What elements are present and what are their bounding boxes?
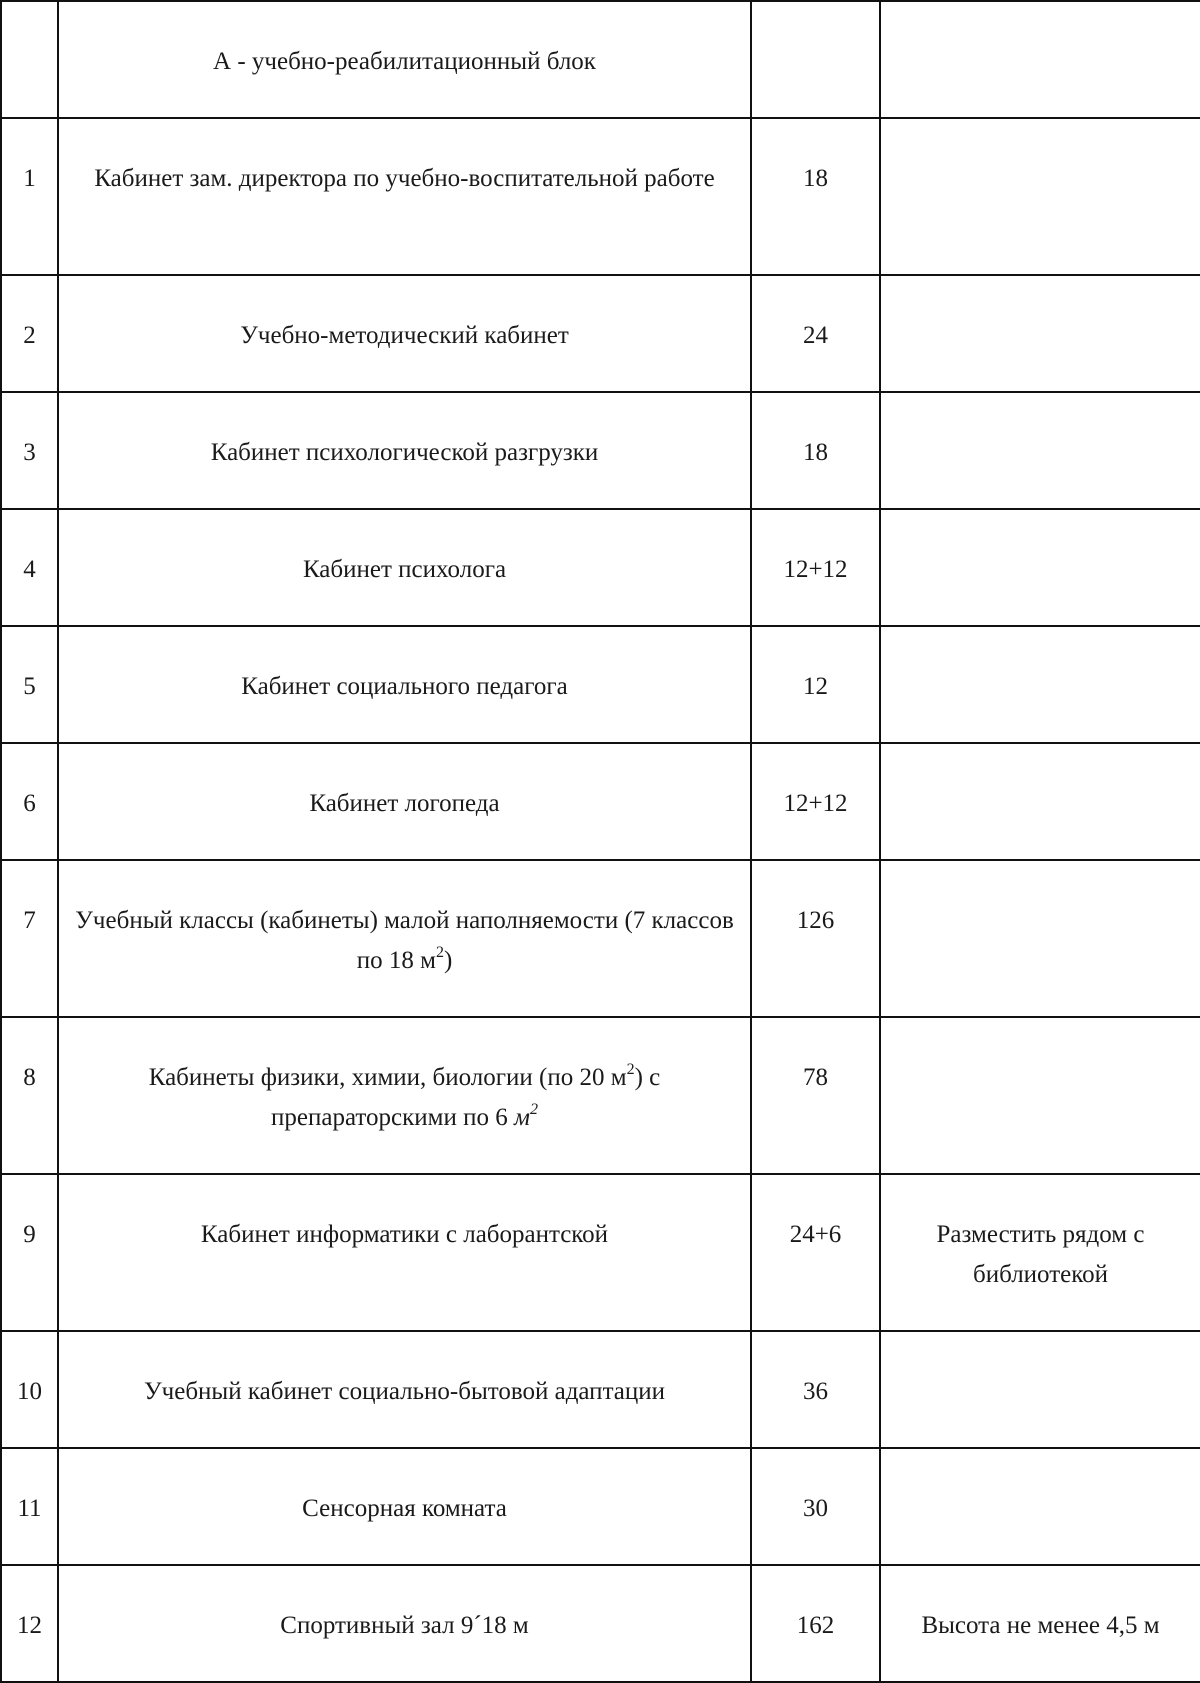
table-row [1, 1448, 1200, 1565]
note-cell: Высота не менее 4,5 м [880, 1565, 1200, 1682]
table-row [1, 626, 1200, 743]
table-row [1, 509, 1200, 626]
row-number-cell: 12 [1, 1565, 58, 1682]
note-cell [880, 860, 1200, 1017]
room-name-cell: Кабинет логопеда [58, 743, 751, 860]
table-row [1, 743, 1200, 860]
table-row [1, 860, 1200, 1017]
area-cell: 78 [751, 1017, 880, 1174]
row-number-cell: 9 [1, 1174, 58, 1331]
area-cell: 162 [751, 1565, 880, 1682]
row-number-cell: 2 [1, 275, 58, 392]
room-name-text: ) [443, 947, 453, 974]
room-name-cell: Кабинет зам. директора по учебно-воспитательной работе [58, 118, 751, 275]
area-cell: 12+12 [751, 509, 880, 626]
room-name-text: ) с препараторскими по 6 [271, 1064, 661, 1131]
row-number-cell: 8 [1, 1017, 58, 1174]
row-number-cell: 6 [1, 743, 58, 860]
table-row [1, 392, 1200, 509]
section-title-cell: А - учебно-реабилитационный блок [58, 1, 751, 118]
row-number-cell [1, 1, 58, 118]
note-cell [880, 743, 1200, 860]
room-name-cell: Кабинет социального педагога [58, 626, 751, 743]
room-name-cell: Спортивный зал 9´18 м [58, 1565, 751, 1682]
note-cell [880, 1448, 1200, 1565]
room-name-text: Кабинеты физики, химии, биологии (по 20 м [148, 1064, 627, 1091]
area-cell: 126 [751, 860, 880, 1017]
area-cell: 24 [751, 275, 880, 392]
room-name-text: Учебный классы (кабинеты) малой наполняемости (7 классов по 18 м [75, 907, 734, 974]
room-name-cell: Кабинет психологической разгрузки [58, 392, 751, 509]
table-row [1, 275, 1200, 392]
note-cell [880, 1, 1200, 118]
note-cell [880, 509, 1200, 626]
table-row [1, 1017, 1200, 1174]
room-name-cell [58, 1017, 751, 1174]
note-cell [880, 275, 1200, 392]
note-cell [880, 392, 1200, 509]
area-cell [751, 1, 880, 118]
room-name-cell: Кабинет психолога [58, 509, 751, 626]
area-cell: 30 [751, 1448, 880, 1565]
area-cell: 36 [751, 1331, 880, 1448]
area-cell: 12 [751, 626, 880, 743]
row-number-cell: 5 [1, 626, 58, 743]
unit-text: м [513, 1104, 530, 1131]
row-number-cell: 4 [1, 509, 58, 626]
table-row [1, 1174, 1200, 1331]
room-name-cell [58, 860, 751, 1017]
table-row [1, 1565, 1200, 1682]
area-cell: 12+12 [751, 743, 880, 860]
area-cell: 18 [751, 118, 880, 275]
room-name-cell: Сенсорная комната [58, 1448, 751, 1565]
row-number-cell: 3 [1, 392, 58, 509]
room-name-cell: Учебно-методический кабинет [58, 275, 751, 392]
note-cell [880, 118, 1200, 275]
note-cell [880, 1017, 1200, 1174]
note-cell: Разместить рядом с библиотекой [880, 1174, 1200, 1331]
room-name-cell: Учебный кабинет социально-бытовой адаптации [58, 1331, 751, 1448]
row-number-cell: 11 [1, 1448, 58, 1565]
table-row [1, 1331, 1200, 1448]
note-cell [880, 1331, 1200, 1448]
table-row [1, 118, 1200, 275]
row-number-cell: 1 [1, 118, 58, 275]
area-cell: 18 [751, 392, 880, 509]
row-number-cell: 7 [1, 860, 58, 1017]
row-number-cell: 10 [1, 1331, 58, 1448]
superscript: 2 [435, 943, 444, 961]
superscript: 2 [529, 1100, 538, 1118]
section-header-row [1, 1, 1200, 118]
note-cell [880, 626, 1200, 743]
superscript: 2 [626, 1060, 635, 1078]
room-name-cell: Кабинет информатики с лаборантской [58, 1174, 751, 1331]
area-cell: 24+6 [751, 1174, 880, 1331]
